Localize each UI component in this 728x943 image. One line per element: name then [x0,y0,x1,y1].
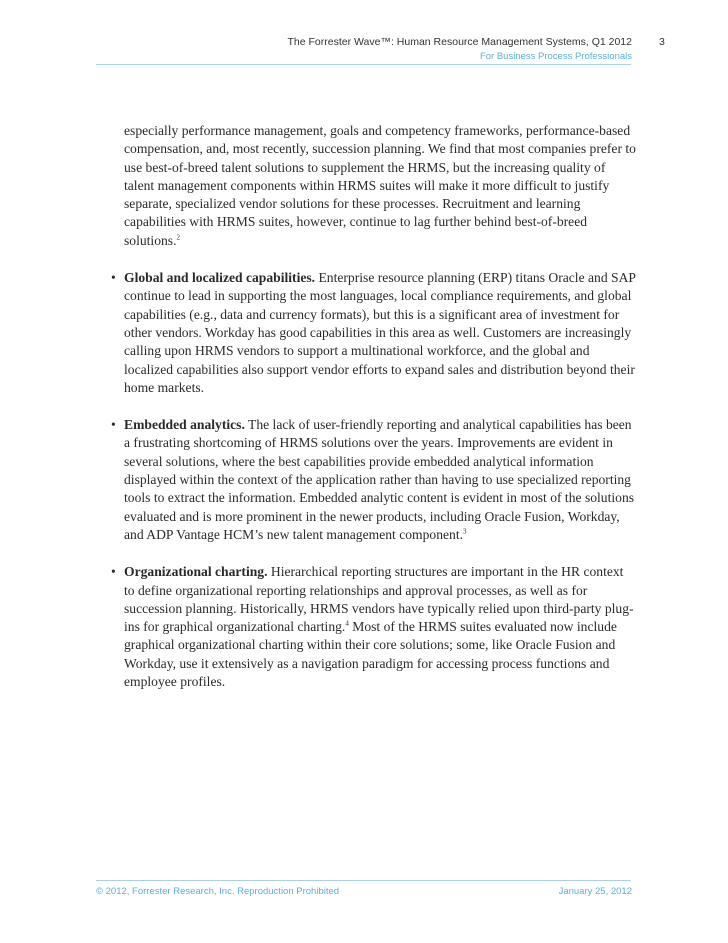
report-title: The Forrester Wave™: Human Resource Management Systems, Q1 2012 [287,36,632,48]
page-number: 3 [659,36,665,48]
bullet-text: Enterprise resource planning (ERP) titans Oracle and SAP continue to lead in supporting the most languages, local compliance requirements, and global capabilities (e.g., data and currency formats), but this is a significant area of investment for other vendors. Workday has good capabilities in this area as well. Customers are increasingly calling upon HRMS vendors to support a multinational workforce, and the global and localized capabilities also support vendor efforts to expand sales and distribution beyond their home markets. [124,270,636,395]
bullet-marker: • [111,564,116,580]
bullet-marker: • [111,417,116,433]
bullet-heading: Global and localized capabilities. [124,270,316,286]
bullet-text-continued: Most of the HRMS suites evaluated now include graphical organizational charting within their core solutions; some, like Oracle Fusion and Workday, use it extensively as a navigation paradigm for accessing process functions and employee profiles. [124,619,617,690]
footer-divider [96,880,631,881]
body-content [96,122,636,710]
bullet-organizational-charting [96,563,636,691]
publication-date: January 25, 2012 [558,886,632,897]
bullet-text: The lack of user-friendly reporting and analytical capabilities has been a frustrating shortcoming of HRMS solutions over the years. Improvements are evident in several solutions, where the best capabilities provide embedded analytical information displayed within the context of the application rather than having to use specialized reporting tools to extract the information. Embedded analytic content is evident in most of the solutions evaluated and is more prominent in the newer products, including Oracle Fusion, Workday, and ADP Vantage HCM’s new talent management component. [124,417,635,542]
footnote-ref: 3 [463,527,467,536]
bullet-heading: Embedded analytics. [124,417,245,433]
bullet-global-capabilities [96,269,636,397]
report-subtitle: For Business Process Professionals [479,51,632,62]
intro-paragraph [96,122,636,250]
footnote-ref: 4 [345,619,349,628]
bullet-marker: • [111,270,116,286]
bullet-embedded-analytics [96,416,636,544]
copyright-notice: © 2012, Forrester Research, Inc. Reproduction Prohibited [96,886,340,897]
bullet-heading: Organizational charting. [124,564,268,580]
footnote-ref: 2 [176,233,180,242]
intro-text: especially performance management, goals and competency frameworks, performance-based compensation, and, most recently, succession planning. We find that most companies prefer to use best-of-breed talent solutions to supplement the HRMS, but the increasing quality of talent management components within HRMS suites will make it more difficult to justify separate, specialized vendor solutions for these processes. Recruitment and learning capabilities with HRMS suites, however, continue to lag further behind best-of-breed solutions. [124,123,636,248]
header-divider [96,64,631,65]
bullet-text: Hierarchical reporting structures are important in the HR context to define organizational reporting relationships and approval processes, as well as for succession planning. Historically, HRMS vendors have typically relied upon third-party plug-ins for graphical organizational charting. [124,564,634,635]
